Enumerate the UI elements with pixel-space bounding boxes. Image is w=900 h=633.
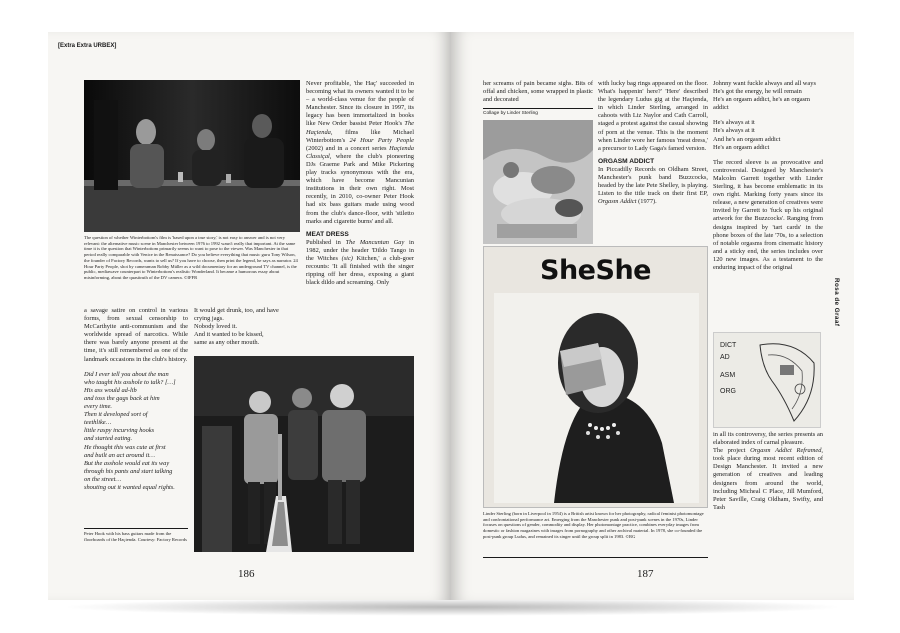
sleeve-word: ORG (720, 388, 736, 395)
lyric-line: Johnny want fuckle always and all ways (713, 80, 816, 87)
sleeve-word: DICT (720, 342, 737, 349)
carnal-paragraph: in all its controversy, the series presents an elaborated index of carnal pleasure. (713, 431, 823, 447)
orgasm-addict-heading: ORGASM ADDICT (598, 157, 655, 165)
verse-line: Nobody loved it. (194, 323, 238, 331)
satire-paragraph: a savage satire on control in various forms, from sexual censorship to McCarthyite anti-communism and the worldwide spread of narcotics. While there was barely anyone present at the time, it's still remembered as one of the landmark occasions in the club's history. (84, 307, 188, 363)
collage-label: Collage by Linder Sterling (483, 111, 538, 116)
right-column-article (306, 80, 414, 330)
meat-dress-continued: with lucky bag rings appeared on the floor. What's happenin' here?' 'Here' described the legendary Ludus gig at the Haçienda, in which Linder Sterling, arranged in cahoots with Liz Naylor and Cath Carroll, staged a protest against the casual showing of porn at the venue. This is the moment when Linder wore her famous 'meat dress,' a precursor to Lady Gaga's famed version. (598, 80, 708, 152)
sheshe-poster (483, 246, 708, 508)
verse-line: It would get drunk, too, and have (194, 307, 279, 314)
lyrics-block (713, 80, 823, 152)
verse-line: little raspy incurving hooks (84, 427, 155, 435)
meat-dress-heading: MEAT DRESS (306, 230, 349, 238)
hacienda-paragraph: Never profitable, 'the Haç' succeeded in becoming what its owners wanted it to be – a world-class venue for the people of Manchester. Since its closure in 1997, its legacy has been immortalized in books like New Order bassist Peter Hook's The Haçienda, films like Michael Winterbottom's 24 Hour Party People (2002) and in a concert series Haçienda Classiçal, where the club's pioneering DJs Graeme Park and Mike Pickering play tracks synonymous with the era, which have become Mancunian institutions in their own right. Most recently, in 2010, co-owner Peter Hook had six bass guitars made using wood from the club's dance-floor, with 'stiletto marks and cigarette burns' and all. (306, 80, 414, 225)
record-sleeve-paragraph: The record sleeve is as provocative and controversial. Designed by Manchester's Malcolm Garrett together with Linder Sterling, it has become emblematic in its own right. Marking forty years since its release, a new generation of creatives were invited by Garrett to 'fuck up his original artwork for the Buzzcocks'. Ranging from designs inspired by 'tart cards' in the phone boxes of the late '70s, to a selection of notable orgasms from cinematic history and a sticky end, the series includes over 120 new images. As a testament to the enduring impact of the original (713, 158, 823, 271)
right-page (451, 32, 854, 600)
verse-line: same as any other mouth. (194, 339, 260, 347)
screams-paragraph: her screams of pain became sighs. Bits of offal and chicken, some wrapped in plastic and decorated (483, 80, 593, 104)
page-number-right: 187 (637, 568, 654, 580)
lyric-line: He's always at it (713, 119, 755, 127)
verse-line: on the street… (84, 475, 122, 483)
caption-rule (84, 528, 188, 529)
book-shadow (60, 598, 845, 616)
bottom-photo-caption: Peter Hook with his bass guitars made from the floorboards of the Haçienda. Courtesy: Factory Records (84, 531, 187, 542)
orgasm-addict-sleeve (713, 332, 821, 428)
verse-line: He thought this was cute at first (84, 443, 166, 451)
right-column-bottom (713, 431, 823, 559)
burroughs-verse (84, 371, 188, 492)
verse-line: through his pants and start talking (84, 467, 173, 475)
meat-dress-paragraph: Published in The Mancuntan Gay in 1982, under the header 'Dildo Tango in the Witches (sic) Kitchen,' a club-goer recounts: 'It all finished with the singer ripping off her dress, exposing a giant black dildo and screaming. Only (306, 238, 414, 287)
middle-column-article (598, 80, 708, 244)
verse-line: Did I ever tell you about the man (84, 370, 169, 378)
sleeve-word: AD (720, 354, 730, 361)
verse-line: crying jags. (194, 315, 224, 323)
lyric-line: He's an orgasm addict (713, 143, 770, 151)
verse-line: Then it developed sort of (84, 411, 148, 419)
section-header-tag: [Extra Extra URBEX] (58, 43, 117, 49)
reframed-paragraph: The project Orgasm Addict Reframed, took place during most recent edition of Design Manchester. It invited a new generation of creatives and leading designers from around the world, including Micheal C Place, Jill Mumford, Peter Saville, Craig Oldham, Swifty, and Tash (713, 447, 823, 511)
verse-line: and toss the gags back at him (84, 394, 160, 402)
bass-guitar-photo (194, 356, 414, 552)
lyric-line: He's an orgasm addict, he's an orgasm addict (713, 96, 811, 112)
top-photo-caption: The question of whether Winterbottom's film is 'based upon a true story,' is not easy to answer and is not very relevant: the alternative music scene in Manchester between 1976 to 1992 wasn't really that important. At the same time it is the question that Winterbottom primarily seems to want to pose to the viewer. Was Manchester in that period really comparable with Venice in the Renaissance? Do you believe everything that music guru Tony Wilson, the founder of Factory Records, wants to sell us? If you have to choose, then print the legend, he says as narrator. 24 Hour Party People, shot by cameraman Robby Müller as a wild documentary for an underground TV channel, is the public, mediawave counterpart to Winterbottom's realistic Wonderland. It became a humorous essay about misinforming, about the quasitruth of the DV camera. ©IFFR (84, 235, 298, 280)
lyric-line: He's always at it (713, 127, 755, 135)
left-column-lower (84, 307, 188, 527)
sheshe-title: SheShe (540, 255, 651, 286)
collage-rule (483, 108, 593, 109)
page-number-left: 186 (238, 568, 255, 580)
right-column-article (713, 80, 823, 330)
author-name: Rosa de Graaf (833, 278, 840, 327)
verse-line: His ass would ad-lib (84, 386, 137, 394)
collage-photo (483, 120, 593, 244)
bar-scene-photo (84, 80, 300, 232)
verse-line: But the asshole would eat its way (84, 459, 170, 467)
lyric-line: He's got the energy, he will remain (713, 88, 802, 96)
verse-line: and started eating. (84, 435, 133, 443)
left-page (48, 32, 451, 600)
lyric-line: And he's an orgasm addict (713, 135, 781, 143)
sheshe-caption: Linder Sterling (born in Liverpool in 1954) is a British artist known for her photography, radical feminist photomontage and confrontational performance art. Emerging from the Manchester punk and post-punk scenes in the 1970s, Linder focuses on questions of gender, commodity and display. Her photomontage practice, combines everyday images from domestic or fashion magazines with images from pornography and other archival material. In 1978, she co-founded the post-punk group Ludus, and remained its singer until the group split in 1983. ©RG (483, 511, 704, 539)
verse-line: And it wanted to be kissed, (194, 331, 264, 339)
lyric-line (713, 112, 823, 119)
verse-line: every time. (84, 403, 113, 411)
verse-line: who taught his asshole to talk? […] (84, 378, 176, 386)
magazine-spread (48, 32, 854, 600)
sleeve-word: ASM (720, 372, 736, 379)
verse-line: teethlike… (84, 419, 112, 427)
verse-line: and built an act around it… (84, 451, 155, 459)
verse-continued (194, 307, 304, 351)
orgasm-addict-paragraph: In Piccadilly Records on Oldham Street, Manchester's punk band Buzzcocks, headed by the late Pete Shelley, is playing. Listen to the title track on their first EP, Orgasm Addict (1977). (598, 165, 708, 206)
caption-bottom-rule (483, 557, 708, 558)
verse-line: shouting out it wanted equal rights. (84, 483, 175, 491)
